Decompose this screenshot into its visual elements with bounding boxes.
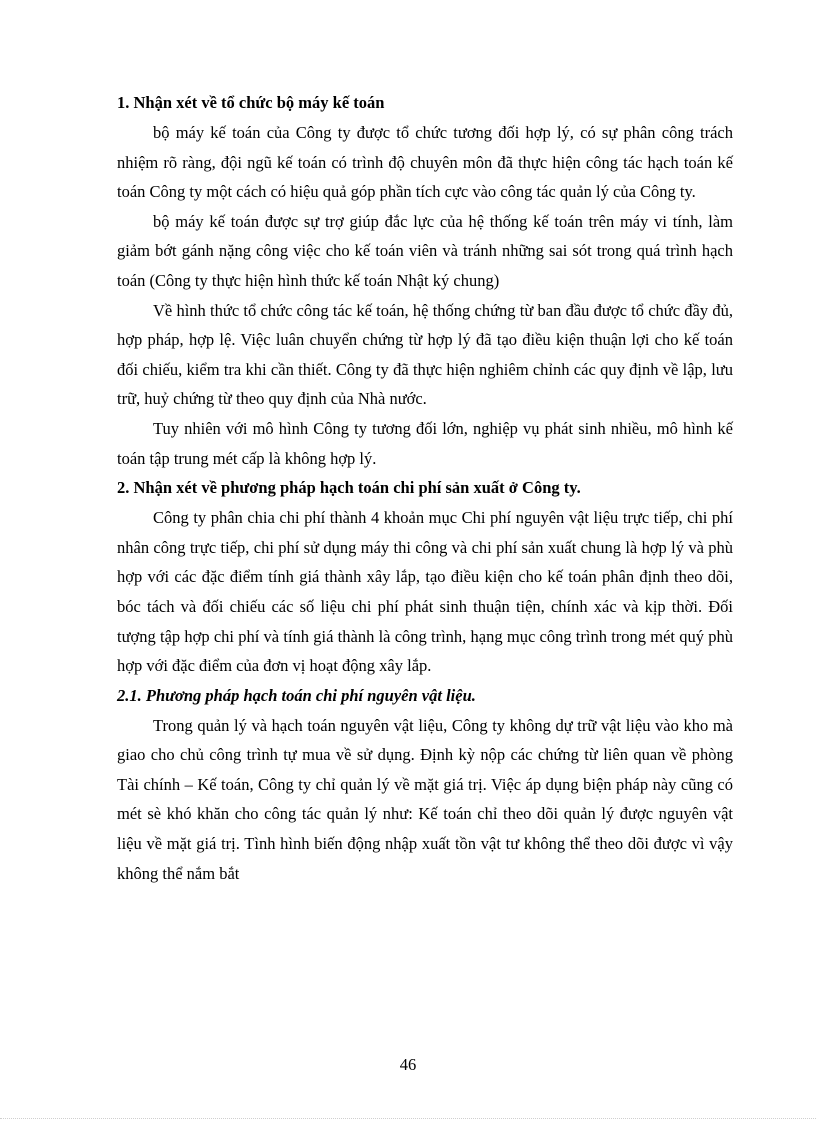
section-1-paragraph-1: bộ máy kế toán của Công ty được tổ chức tương đối hợp lý, có sự phân công trách nhiệm rõ ràng, đội ngũ kế toán có trình độ chuyên môn đã thực hiện công tác hạch toán kế toán Công ty một cách có hiệu quả góp phần tích cực vào công tác quản lý của Công ty. xyxy=(117,123,733,202)
page-number: 46 xyxy=(399,1055,417,1074)
section-2-1-heading: 2.1. Phương pháp hạch toán chi phí nguyên vật liệu. xyxy=(117,685,476,705)
section-2-paragraph-1: Công ty phân chia chi phí thành 4 khoản mục Chi phí nguyên vật liệu trực tiếp, chi phí nhân công trực tiếp, chi phí sử dụng máy thi công và chi phí sản xuất chung là hợp lý và phù hợp với các đặc điểm tính giá thành xây lắp, tạo điều kiện cho kế toán phân định theo dõi, bóc tách và đối chiếu các số liệu chi phí phát sinh thuận tiện, chính xác và kịp thời. Đối tượng tập hợp chi phí và tính giá thành là công trình, hạng mục công trình trong mét quý phù hợp với đặc điểm của đơn vị hoạt động xây lắp. xyxy=(117,508,733,676)
section-1-heading: 1. Nhận xét về tổ chức bộ máy kế toán xyxy=(117,93,385,112)
section-1-paragraph-2: bộ máy kế toán được sự trợ giúp đắc lực của hệ thống kế toán trên máy vi tính, làm giảm bớt gánh nặng công việc cho kế toán viên và tránh những sai sót trong quá trình hạch toán (Công ty thực hiện hình thức kế toán Nhật ký chung) xyxy=(117,211,733,290)
section-2-heading: 2. Nhận xét về phương pháp hạch toán chi phí sản xuất ở Công ty. xyxy=(117,478,581,498)
section-2-1-paragraph-1: Trong quản lý và hạch toán nguyên vật liệu, Công ty không dự trữ vật liệu vào kho mà giao cho chủ công trình tự mua về sử dụng. Định kỳ nộp các chứng từ liên quan về phòng Tài chính – Kế toán, Công ty chỉ quản lý về mặt giá trị. Việc áp dụng biện pháp này cũng có mét sè khó khăn cho công tác quản lý như: Kế toán chỉ theo dõi quản lý được nguyên vật liệu về mặt giá trị. Tình hình biến động nhập xuất tồn vật tư không thể theo dõi được vì vậy không thể nắm bắt xyxy=(117,715,733,883)
section-1-paragraph-3: Về hình thức tổ chức công tác kế toán, hệ thống chứng từ ban đầu được tổ chức đầy đủ, hợp pháp, hợp lệ. Việc luân chuyển chứng từ hợp lý đã tạo điều kiện thuận lợi cho kế toán đối chiếu, kiểm tra khi cần thiết. Công ty đã thực hiện nghiêm chỉnh các quy định về lập, lưu trữ, huỷ chứng từ theo quy định của Nhà nước. xyxy=(117,300,733,409)
section-1-paragraph-4: Tuy nhiên với mô hình Công ty tương đối lớn, nghiệp vụ phát sinh nhiều, mô hình kế toán tập trung mét cấp là không hợp lý. xyxy=(117,418,733,468)
page-bottom-divider xyxy=(0,1118,816,1119)
document-body xyxy=(117,88,733,888)
